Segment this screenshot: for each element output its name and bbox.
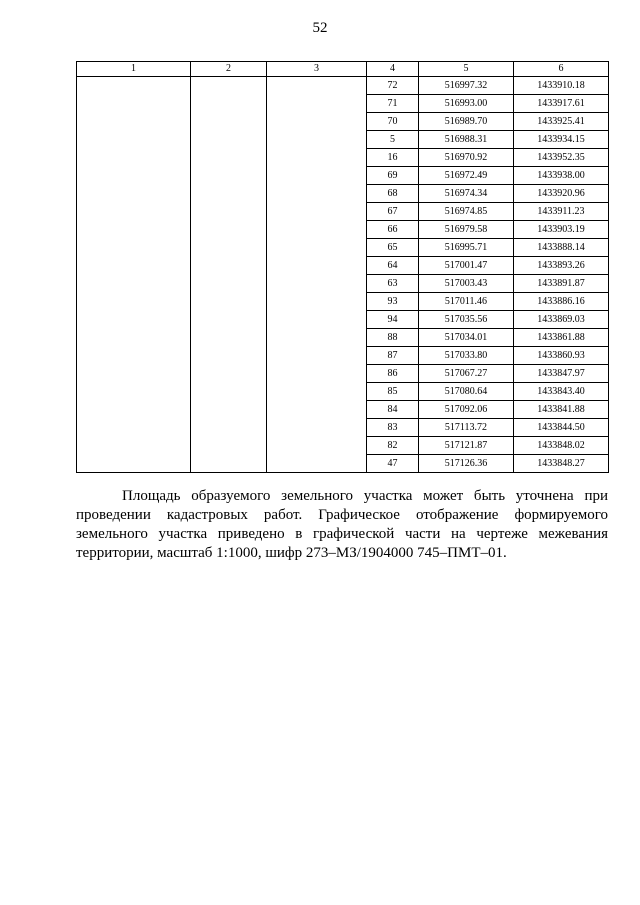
y-coordinate-cell: 1433925.41 [514, 113, 609, 131]
page-number: 52 [312, 20, 328, 36]
x-coordinate-cell: 517003.43 [419, 275, 514, 293]
column-header: 6 [514, 62, 609, 77]
x-coordinate-cell: 517001.47 [419, 257, 514, 275]
y-coordinate-cell: 1433844.50 [514, 419, 609, 437]
column-header: 1 [77, 62, 191, 77]
point-number-cell: 82 [367, 437, 419, 455]
empty-merged-cell [267, 77, 367, 473]
y-coordinate-cell: 1433886.16 [514, 293, 609, 311]
empty-merged-cell [77, 77, 191, 473]
y-coordinate-cell: 1433847.97 [514, 365, 609, 383]
point-number-cell: 71 [367, 95, 419, 113]
y-coordinate-cell: 1433888.14 [514, 239, 609, 257]
y-coordinate-cell: 1433917.61 [514, 95, 609, 113]
point-number-cell: 87 [367, 347, 419, 365]
y-coordinate-cell: 1433861.88 [514, 329, 609, 347]
x-coordinate-cell: 517121.87 [419, 437, 514, 455]
y-coordinate-cell: 1433860.93 [514, 347, 609, 365]
x-coordinate-cell: 517035.56 [419, 311, 514, 329]
point-number-cell: 68 [367, 185, 419, 203]
y-coordinate-cell: 1433952.35 [514, 149, 609, 167]
column-header: 4 [367, 62, 419, 77]
x-coordinate-cell: 516974.34 [419, 185, 514, 203]
point-number-cell: 86 [367, 365, 419, 383]
y-coordinate-cell: 1433910.18 [514, 77, 609, 95]
y-coordinate-cell: 1433893.26 [514, 257, 609, 275]
point-number-cell: 69 [367, 167, 419, 185]
x-coordinate-cell: 516997.32 [419, 77, 514, 95]
y-coordinate-cell: 1433891.87 [514, 275, 609, 293]
point-number-cell: 85 [367, 383, 419, 401]
point-number-cell: 65 [367, 239, 419, 257]
x-coordinate-cell: 517011.46 [419, 293, 514, 311]
y-coordinate-cell: 1433869.03 [514, 311, 609, 329]
x-coordinate-cell: 517080.64 [419, 383, 514, 401]
empty-merged-cell [191, 77, 267, 473]
x-coordinate-cell: 516995.71 [419, 239, 514, 257]
point-number-cell: 88 [367, 329, 419, 347]
x-coordinate-cell: 517033.80 [419, 347, 514, 365]
x-coordinate-cell: 516974.85 [419, 203, 514, 221]
point-number-cell: 67 [367, 203, 419, 221]
point-number-cell: 94 [367, 311, 419, 329]
y-coordinate-cell: 1433848.27 [514, 455, 609, 473]
point-number-cell: 63 [367, 275, 419, 293]
x-coordinate-cell: 517113.72 [419, 419, 514, 437]
point-number-cell: 93 [367, 293, 419, 311]
y-coordinate-cell: 1433903.19 [514, 221, 609, 239]
x-coordinate-cell: 516972.49 [419, 167, 514, 185]
x-coordinate-cell: 517092.06 [419, 401, 514, 419]
coordinates-table [76, 61, 609, 473]
x-coordinate-cell: 517034.01 [419, 329, 514, 347]
point-number-cell: 72 [367, 77, 419, 95]
point-number-cell: 64 [367, 257, 419, 275]
point-number-cell: 66 [367, 221, 419, 239]
y-coordinate-cell: 1433934.15 [514, 131, 609, 149]
y-coordinate-cell: 1433841.88 [514, 401, 609, 419]
y-coordinate-cell: 1433938.00 [514, 167, 609, 185]
y-coordinate-cell: 1433920.96 [514, 185, 609, 203]
point-number-cell: 84 [367, 401, 419, 419]
point-number-cell: 47 [367, 455, 419, 473]
table-row [77, 77, 609, 95]
point-number-cell: 16 [367, 149, 419, 167]
column-header: 3 [267, 62, 367, 77]
y-coordinate-cell: 1433843.40 [514, 383, 609, 401]
x-coordinate-cell: 517067.27 [419, 365, 514, 383]
y-coordinate-cell: 1433911.23 [514, 203, 609, 221]
column-header: 5 [419, 62, 514, 77]
x-coordinate-cell: 516970.92 [419, 149, 514, 167]
x-coordinate-cell: 516988.31 [419, 131, 514, 149]
point-number-cell: 83 [367, 419, 419, 437]
x-coordinate-cell: 516979.58 [419, 221, 514, 239]
body-paragraph: Площадь образуемого земельного участка может быть уточнена при проведении кадастровых работ. Графическое отображение формируемого земельного участка приведено в графической части на чертеже межевания территории, масштаб 1:1000, шифр 273–МЗ/1904000 745–ПМТ–01. [76, 488, 608, 561]
x-coordinate-cell: 517126.36 [419, 455, 514, 473]
x-coordinate-cell: 516989.70 [419, 113, 514, 131]
point-number-cell: 5 [367, 131, 419, 149]
table-body [77, 77, 609, 473]
column-header: 2 [191, 62, 267, 77]
x-coordinate-cell: 516993.00 [419, 95, 514, 113]
point-number-cell: 70 [367, 113, 419, 131]
y-coordinate-cell: 1433848.02 [514, 437, 609, 455]
table-header-row [77, 62, 609, 77]
